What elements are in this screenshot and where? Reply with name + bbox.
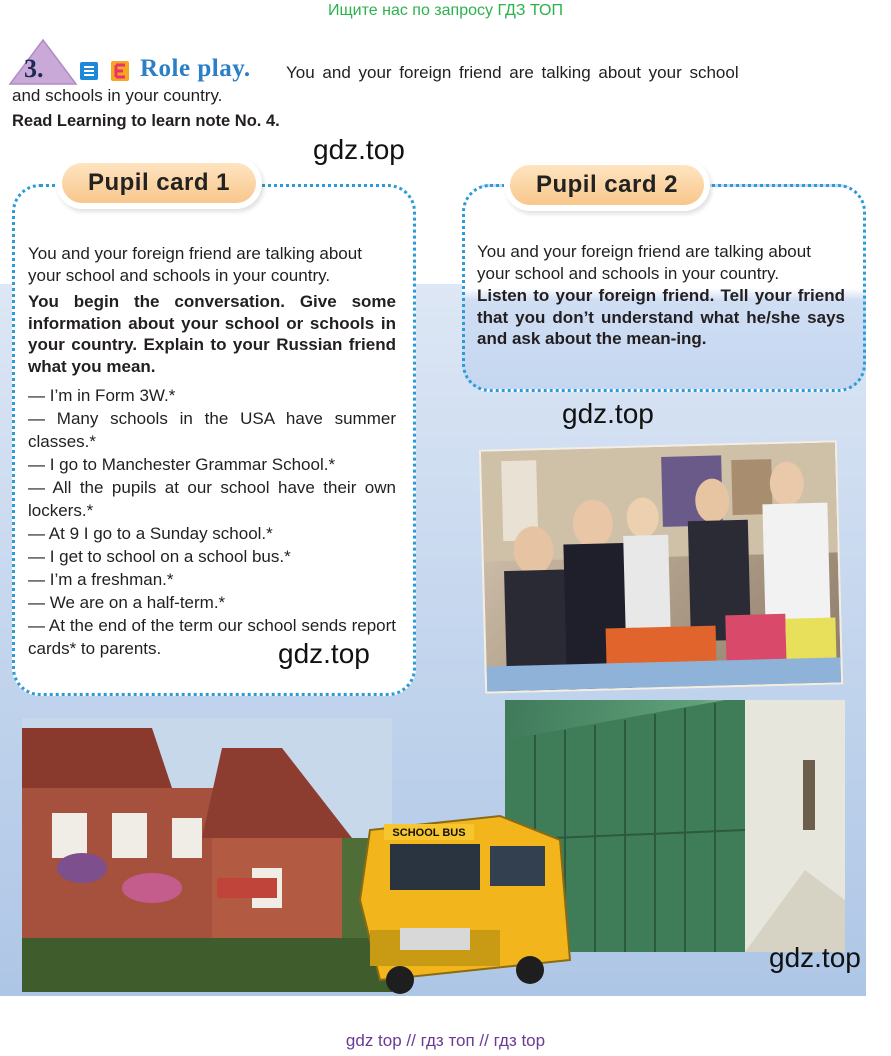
phrase-item: — I’m in Form 3W.* xyxy=(28,386,176,405)
intro-text-line2: and schools in your country. xyxy=(12,86,223,105)
top-link[interactable]: Ищите нас по запросу ГДЗ ТОП xyxy=(328,2,563,19)
pupil-card-1-label: Pupil card 1 xyxy=(62,163,256,203)
exercise-title: Role play. xyxy=(140,55,251,82)
phrase-item: — All the pupils at our school have their own lockers.* xyxy=(28,478,396,520)
book-icon xyxy=(80,62,98,80)
bottom-link[interactable]: gdz top // гдз топ // гдз top xyxy=(345,1031,546,1050)
phrase-item: — I get to school on a school bus.* xyxy=(28,547,291,566)
students-photo xyxy=(479,440,843,693)
watermark: gdz.top xyxy=(562,398,654,429)
e-letter-icon xyxy=(110,60,130,82)
pupil-card-1-phrases xyxy=(28,384,396,660)
school-building-photo xyxy=(22,718,392,992)
phrase-item: — I’m a freshman.* xyxy=(28,570,174,589)
phrase-item: — At 9 I go to a Sunday school.* xyxy=(28,524,273,543)
pupil-card-1-task: You begin the conversation. Give some information about your school or schools in your country. Explain to your Russian friend what you mean. xyxy=(28,292,396,376)
learning-note: Read Learning to learn note No. 4. xyxy=(12,112,280,130)
watermark: gdz.top xyxy=(278,638,370,669)
pupil-card-2-task: Listen to your foreign friend. Tell your friend that you don’t understand what he/she says and ask about the mean-ing. xyxy=(477,286,845,348)
exercise-number: 3. xyxy=(24,54,44,83)
school-bus-photo xyxy=(340,810,640,996)
intro-text-line1: You and your foreign friend are talking about your school xyxy=(286,63,739,82)
pupil-card-2-label: Pupil card 2 xyxy=(510,165,704,205)
phrase-item: — We are on a half-term.* xyxy=(28,593,226,612)
watermark: gdz.top xyxy=(769,942,861,973)
bus-sign-text: SCHOOL BUS xyxy=(392,827,466,839)
phrase-item: — Many schools in the USA have summer classes.* xyxy=(28,409,396,451)
pupil-card-2-intro: You and your foreign friend are talking about your school and schools in your country. xyxy=(477,242,811,283)
phrase-item: — At the end of the term our school sends report cards* to parents. xyxy=(28,616,396,658)
phrase-item: — I go to Manchester Grammar School.* xyxy=(28,455,336,474)
watermark: gdz.top xyxy=(313,134,405,165)
pupil-card-1-intro: You and your foreign friend are talking about your school and schools in your country. xyxy=(28,244,362,285)
